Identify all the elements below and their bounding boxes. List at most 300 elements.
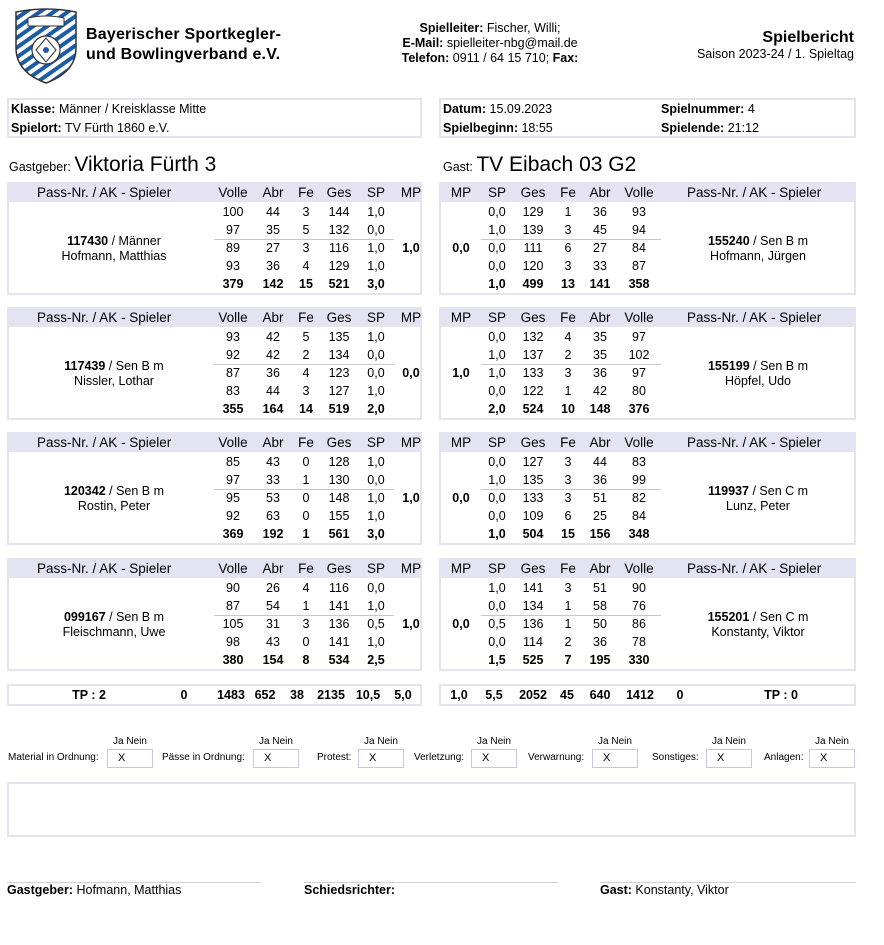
ende-value: 21:12 [724, 121, 759, 135]
home-total-mp-small: 0 [180, 688, 188, 702]
ja-label: Ja [364, 736, 375, 747]
ja-label: Ja [113, 736, 124, 747]
bskv-logo [14, 8, 78, 84]
season-label: Saison 2023-24 / 1. Spieltag [696, 47, 854, 61]
home-player-name: Hofmann, Matthias [61, 249, 167, 263]
guest-cell-abr: 36 [593, 473, 607, 487]
col-fe-header: Fe [560, 310, 576, 325]
guest-cell-ges: 122 [522, 384, 544, 398]
home-cell-sp: 0,0 [367, 223, 385, 237]
home-player-pass-nr: 120342 [63, 484, 106, 498]
col-ges-header: Ges [520, 310, 546, 325]
guest-player-pass [663, 359, 853, 374]
row-separator [214, 489, 394, 490]
home-cell-fe: 4 [302, 581, 310, 595]
guest-cell-ges: 111 [523, 241, 543, 255]
guest-block [439, 558, 856, 671]
home-cell-fe: 15 [299, 277, 313, 291]
home-total-row [9, 525, 420, 543]
nein-label: Nein [377, 736, 398, 747]
guest-cell-abr: 44 [593, 455, 607, 469]
home-cell-sp: 1,0 [367, 455, 385, 469]
guest-cell-abr: 58 [593, 599, 607, 613]
col-abr-header: Abr [589, 561, 611, 576]
guest-cell-sp: 0,5 [488, 617, 506, 631]
home-cell-sp: 0,0 [367, 348, 385, 362]
home-cell-sp: 1,0 [367, 259, 385, 273]
col-ges-header: Ges [326, 561, 352, 576]
home-cell-ges: 128 [328, 455, 350, 469]
home-cell-fe: 0 [302, 635, 310, 649]
ende-label: Spielende: [661, 121, 725, 135]
guest-cell-abr: 36 [593, 635, 607, 649]
guest-cell-sp: 1,0 [488, 581, 506, 595]
home-cell-sp: 1,0 [367, 599, 385, 613]
col-abr-header: Abr [262, 185, 284, 200]
signature-referee [304, 882, 558, 897]
home-player [19, 610, 209, 640]
ja-nein-header [815, 736, 865, 747]
guest-cell-volle: 83 [632, 455, 646, 469]
guest-cell-abr: 51 [593, 581, 607, 595]
home-cell-volle: 83 [226, 384, 240, 398]
home-player-ak: / Sen B m [105, 484, 165, 498]
home-cell-abr: 63 [266, 509, 280, 523]
fax-label: Fax: [549, 51, 579, 65]
guest-cell-abr: 35 [593, 330, 607, 344]
home-cell-fe: 1 [302, 527, 310, 541]
guest-cell-abr: 33 [593, 259, 607, 273]
guest-cell-abr: 148 [589, 402, 611, 416]
col-player-header: Pass-Nr. / AK - Spieler [37, 185, 172, 200]
home-player-pass [19, 610, 209, 625]
guest-cell-sp: 1,0 [488, 527, 506, 541]
home-total-volle: 1483 [217, 688, 245, 702]
home-player-name: Nissler, Lothar [74, 374, 154, 388]
guest-player-ak: / Sen B m [749, 359, 809, 373]
guest-cell-sp: 0,0 [488, 259, 506, 273]
guest-cell-volle: 348 [628, 527, 650, 541]
home-cell-sp: 1,0 [367, 330, 385, 344]
home-block-header [9, 309, 420, 327]
guest-team-name: TV Eibach 03 G2 [476, 153, 637, 176]
col-mp-header: MP [450, 561, 472, 576]
guest-cell-sp: 0,0 [488, 384, 506, 398]
home-player-pass-nr: 099167 [63, 610, 106, 624]
col-player-header: Pass-Nr. / AK - Spieler [37, 561, 172, 576]
home-total-fe: 38 [290, 688, 304, 702]
home-cell-sp: 0,5 [367, 617, 385, 631]
home-cell-sp: 0,0 [367, 473, 385, 487]
guest-cell-fe: 1 [564, 599, 572, 613]
home-cell-fe: 0 [302, 491, 310, 505]
guest-cell-volle: 76 [632, 599, 646, 613]
guest-total-fe: 45 [560, 688, 574, 702]
col-abr-header: Abr [262, 310, 284, 325]
col-abr-header: Abr [589, 310, 611, 325]
guest-cell-volle: 94 [632, 223, 646, 237]
row-separator [214, 364, 394, 365]
nein-label: Nein [611, 736, 632, 747]
guest-cell-ges: 525 [522, 653, 544, 667]
check-box[interactable] [592, 749, 638, 768]
guest-mp: 1,0 [452, 366, 470, 380]
guest-cell-volle: 99 [632, 473, 646, 487]
guest-cell-volle: 80 [632, 384, 646, 398]
guest-cell-sp: 1,0 [488, 366, 506, 380]
nein-label: Nein [828, 736, 849, 747]
row-separator [481, 489, 661, 490]
check-mark: X [820, 752, 828, 764]
guest-cell-abr: 45 [593, 223, 607, 237]
check-label: Verletzung: [414, 752, 465, 763]
home-total-ges: 2135 [317, 688, 345, 702]
col-ges-header: Ges [520, 561, 546, 576]
home-cell-ges: 116 [329, 241, 349, 255]
guest-cell-ges: 134 [522, 599, 544, 613]
home-player-pass-nr: 117430 [67, 234, 109, 248]
datum-value: 15.09.2023 [486, 102, 553, 116]
ja-label: Ja [477, 736, 488, 747]
org-name-line1: Bayerischer Sportkegler- [86, 26, 282, 43]
col-ges-header: Ges [520, 435, 546, 450]
check-mark: X [603, 752, 611, 764]
guest-cell-fe: 4 [564, 330, 572, 344]
home-cell-volle: 92 [226, 509, 240, 523]
guest-cell-ges: 127 [522, 455, 544, 469]
home-cell-fe: 8 [302, 653, 310, 667]
home-cell-abr: 26 [266, 581, 280, 595]
home-player-ak: / Sen B m [105, 610, 165, 624]
home-cell-sp: 1,0 [367, 205, 385, 219]
ja-label: Ja [259, 736, 270, 747]
home-cell-ges: 127 [328, 384, 350, 398]
home-cell-abr: 43 [266, 455, 280, 469]
guest-cell-sp: 2,0 [488, 402, 506, 416]
home-team-label: Gastgeber: [9, 160, 71, 174]
guest-player [663, 484, 853, 514]
home-row [9, 579, 420, 597]
row-separator [214, 239, 394, 240]
guest-cell-ges: 524 [522, 402, 544, 416]
guest-cell-abr: 42 [593, 384, 607, 398]
guest-cell-sp: 1,0 [488, 473, 506, 487]
home-player [19, 234, 209, 264]
guest-cell-fe: 3 [564, 366, 572, 380]
guest-cell-fe: 3 [564, 473, 572, 487]
home-cell-volle: 380 [222, 653, 244, 667]
guest-cell-ges: 141 [522, 581, 544, 595]
signature-home-label: Gastgeber: [7, 883, 73, 897]
guest-cell-ges: 499 [522, 277, 544, 291]
home-cell-ges: 155 [328, 509, 350, 523]
nein-label: Nein [490, 736, 511, 747]
guest-cell-fe: 1 [564, 205, 572, 219]
check-mark: X [482, 752, 490, 764]
guest-cell-fe: 2 [564, 635, 572, 649]
report-title: Spielbericht [762, 29, 854, 46]
check-box[interactable] [471, 749, 517, 768]
home-cell-fe: 3 [302, 205, 310, 219]
home-team-name: Viktoria Fürth 3 [74, 153, 217, 176]
home-cell-ges: 144 [328, 205, 350, 219]
report-title-block [697, 28, 854, 62]
home-cell-ges: 129 [328, 259, 350, 273]
home-team [9, 153, 216, 177]
home-block-header [9, 434, 420, 452]
guest-cell-volle: 82 [632, 491, 646, 505]
guest-player-name: Hofmann, Jürgen [710, 249, 806, 263]
guest-mp: 0,0 [452, 241, 470, 255]
nein-label: Nein [272, 736, 293, 747]
col-player-header: Pass-Nr. / AK - Spieler [37, 435, 172, 450]
home-cell-volle: 369 [222, 527, 244, 541]
comment-box[interactable] [7, 782, 856, 837]
home-block [7, 182, 422, 295]
contact-block [360, 21, 620, 66]
col-fe-header: Fe [298, 561, 314, 576]
guest-tp: TP : 0 [764, 688, 798, 702]
check-label: Protest: [317, 752, 352, 763]
check-label: Anlagen: [764, 752, 804, 763]
guest-cell-volle: 97 [632, 366, 646, 380]
guest-player [663, 359, 853, 389]
guest-cell-volle: 358 [628, 277, 650, 291]
guest-cell-abr: 36 [593, 205, 607, 219]
check-box[interactable] [253, 749, 299, 768]
col-mp-header: MP [450, 185, 472, 200]
guest-cell-fe: 3 [564, 259, 572, 273]
home-total-row [9, 400, 420, 418]
ja-nein-header [477, 736, 527, 747]
check-box[interactable] [107, 749, 153, 768]
home-cell-abr: 33 [266, 473, 280, 487]
check-box[interactable] [358, 749, 404, 768]
home-total-abr: 652 [254, 688, 276, 702]
guest-player-name: Konstanty, Viktor [711, 625, 805, 639]
home-cell-fe: 5 [302, 223, 310, 237]
col-player-header: Pass-Nr. / AK - Spieler [687, 310, 822, 325]
ja-nein-header [712, 736, 762, 747]
col-volle-header: Volle [218, 185, 248, 200]
home-cell-ges: 123 [328, 366, 350, 380]
home-mp: 1,0 [402, 241, 420, 255]
check-mark: X [369, 752, 377, 764]
check-mark: X [264, 752, 272, 764]
col-sp-header: SP [366, 435, 385, 450]
home-cell-abr: 53 [266, 491, 280, 505]
col-fe-header: Fe [560, 561, 576, 576]
col-ges-header: Ges [326, 185, 352, 200]
home-player [19, 484, 209, 514]
home-block-header [9, 560, 420, 578]
guest-cell-ges: 135 [522, 473, 544, 487]
col-fe-header: Fe [560, 185, 576, 200]
col-mp-header: MP [400, 185, 422, 200]
row-separator [214, 615, 394, 616]
guest-cell-fe: 3 [564, 581, 572, 595]
guest-cell-fe: 2 [564, 348, 572, 362]
guest-block [439, 307, 856, 420]
guest-cell-ges: 137 [522, 348, 544, 362]
guest-cell-volle: 86 [632, 617, 646, 631]
home-mp: 1,0 [402, 617, 420, 631]
col-player-header: Pass-Nr. / AK - Spieler [37, 310, 172, 325]
guest-cell-abr: 141 [589, 277, 611, 291]
guest-total-row [441, 525, 854, 543]
col-sp-header: SP [487, 185, 506, 200]
guest-cell-fe: 6 [564, 241, 572, 255]
home-cell-volle: 87 [226, 599, 240, 613]
home-cell-sp: 0,0 [367, 366, 385, 380]
home-cell-abr: 35 [266, 223, 280, 237]
home-cell-abr: 43 [266, 635, 280, 649]
guest-cell-ges: 133 [522, 491, 544, 505]
home-totals [7, 684, 422, 706]
nummer-value: 4 [744, 102, 755, 116]
home-cell-sp: 3,0 [367, 277, 385, 291]
ja-nein-header [113, 736, 163, 747]
guest-mp: 0,0 [452, 491, 470, 505]
home-player-pass [19, 359, 209, 374]
guest-cell-sp: 0,0 [488, 455, 506, 469]
col-volle-header: Volle [624, 561, 654, 576]
home-cell-volle: 92 [226, 348, 240, 362]
col-mp-header: MP [450, 435, 472, 450]
guest-cell-fe: 10 [561, 402, 575, 416]
guest-cell-volle: 78 [632, 635, 646, 649]
home-cell-volle: 355 [222, 402, 244, 416]
home-cell-abr: 142 [262, 277, 284, 291]
home-cell-volle: 105 [222, 617, 244, 631]
nein-label: Nein [725, 736, 746, 747]
home-tp: TP : 2 [72, 688, 106, 702]
home-cell-volle: 97 [226, 223, 240, 237]
col-ges-header: Ges [520, 185, 546, 200]
home-player-pass [19, 234, 209, 249]
guest-cell-volle: 84 [632, 241, 646, 255]
home-cell-volle: 85 [226, 455, 240, 469]
nein-label: Nein [126, 736, 147, 747]
guest-total-row [441, 651, 854, 669]
home-cell-abr: 36 [266, 259, 280, 273]
guest-cell-abr: 195 [589, 653, 611, 667]
home-cell-sp: 1,0 [367, 509, 385, 523]
home-cell-abr: 36 [266, 366, 280, 380]
guest-cell-ges: 136 [522, 617, 544, 631]
leiter-label: Spielleiter: [419, 21, 484, 35]
guest-cell-sp: 0,0 [488, 330, 506, 344]
col-abr-header: Abr [589, 185, 611, 200]
guest-cell-ges: 133 [522, 366, 544, 380]
check-box[interactable] [809, 749, 855, 768]
home-cell-ges: 134 [328, 348, 350, 362]
tel-label: Telefon: [401, 51, 450, 65]
col-player-header: Pass-Nr. / AK - Spieler [687, 435, 822, 450]
signature-home-value: Hofmann, Matthias [73, 883, 182, 897]
guest-cell-volle: 84 [632, 509, 646, 523]
guest-row [441, 328, 854, 346]
guest-player-ak: / Sen C m [748, 484, 809, 498]
home-cell-ges: 116 [329, 581, 349, 595]
home-mp: 1,0 [402, 491, 420, 505]
guest-cell-fe: 3 [564, 223, 572, 237]
guest-player-pass-nr: 155199 [707, 359, 750, 373]
home-cell-abr: 42 [266, 330, 280, 344]
home-cell-sp: 1,0 [367, 635, 385, 649]
guest-row [441, 453, 854, 471]
col-sp-header: SP [487, 561, 506, 576]
home-cell-fe: 14 [299, 402, 313, 416]
klasse-value: Männer / Kreisklasse Mitte [55, 102, 207, 116]
home-cell-volle: 90 [226, 581, 240, 595]
guest-cell-fe: 1 [564, 384, 572, 398]
home-cell-ges: 136 [328, 617, 350, 631]
check-label: Sonstiges: [652, 752, 699, 763]
guest-player [663, 234, 853, 264]
guest-cell-sp: 0,0 [488, 635, 506, 649]
guest-total-ges: 2052 [519, 688, 547, 702]
col-volle-header: Volle [218, 310, 248, 325]
home-cell-sp: 1,0 [367, 491, 385, 505]
home-cell-volle: 87 [226, 366, 240, 380]
home-cell-fe: 4 [302, 259, 310, 273]
guest-cell-fe: 13 [561, 277, 575, 291]
home-total-row [9, 651, 420, 669]
guest-player-pass [663, 484, 853, 499]
guest-player-ak: / Sen B m [749, 234, 809, 248]
guest-cell-sp: 0,0 [488, 241, 506, 255]
home-cell-sp: 2,5 [367, 653, 385, 667]
guest-mp: 0,0 [452, 617, 470, 631]
guest-player-pass [663, 610, 853, 625]
guest-block-header [441, 560, 854, 578]
guest-cell-sp: 1,0 [488, 348, 506, 362]
col-fe-header: Fe [298, 185, 314, 200]
guest-total-row [441, 400, 854, 418]
ja-label: Ja [598, 736, 609, 747]
home-cell-volle: 93 [226, 259, 240, 273]
guest-row [441, 203, 854, 221]
home-player-name: Rostin, Peter [77, 499, 151, 513]
info-box-right [439, 98, 856, 138]
check-box[interactable] [706, 749, 752, 768]
home-cell-fe: 3 [302, 384, 310, 398]
ja-label: Ja [712, 736, 723, 747]
home-cell-abr: 54 [266, 599, 280, 613]
guest-cell-ges: 129 [522, 205, 544, 219]
col-volle-header: Volle [218, 561, 248, 576]
col-sp-header: SP [366, 561, 385, 576]
guest-cell-abr: 27 [593, 241, 607, 255]
signature-guest-value: Konstanty, Viktor [631, 883, 729, 897]
guest-player-name: Höpfel, Udo [724, 374, 791, 388]
home-cell-ges: 132 [328, 223, 350, 237]
home-cell-ges: 141 [328, 599, 350, 613]
home-cell-fe: 4 [302, 366, 310, 380]
home-cell-ges: 534 [328, 653, 350, 667]
home-player-ak: / Sen B m [105, 359, 164, 373]
col-ges-header: Ges [326, 435, 352, 450]
home-cell-volle: 98 [226, 635, 240, 649]
home-cell-ges: 519 [328, 402, 350, 416]
guest-cell-fe: 3 [564, 455, 572, 469]
guest-cell-ges: 109 [522, 509, 544, 523]
home-player-pass [19, 484, 209, 499]
check-mark: X [717, 752, 725, 764]
beginn-label: Spielbeginn: [443, 121, 518, 135]
guest-total-mp-small: 0 [676, 688, 684, 702]
